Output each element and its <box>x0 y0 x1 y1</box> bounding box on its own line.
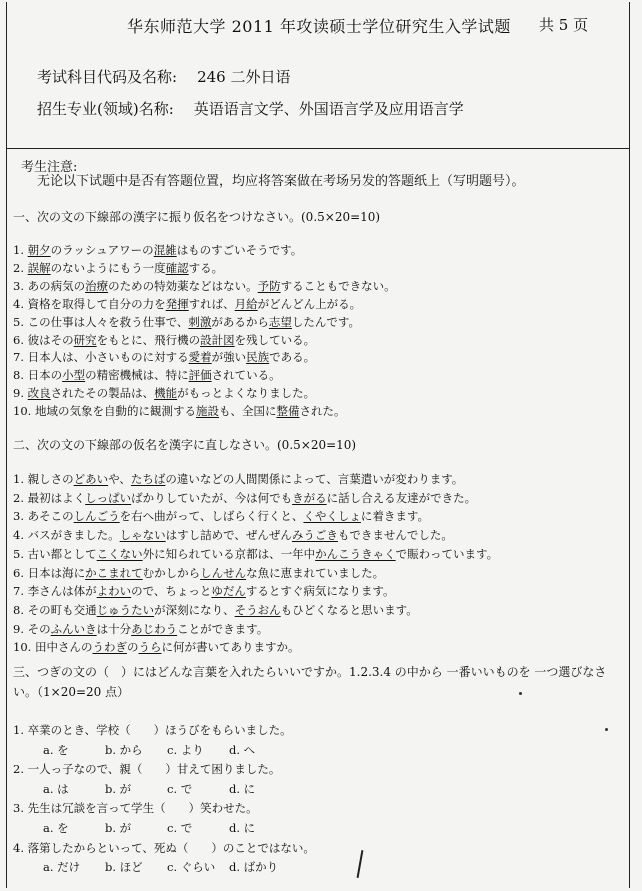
option: a. は <box>43 781 69 796</box>
sentence-text: がどんどん上がる。 <box>257 296 362 311</box>
sentence-text: 3. あの病気の <box>13 278 86 293</box>
section2-item <box>13 507 498 526</box>
underlined-term: うわぎ <box>92 640 127 655</box>
exam-title: 华东师范大学 2011 年攻读硕士学位研究生入学试题 <box>127 17 511 36</box>
sentence-text: されている。 <box>211 368 281 383</box>
sentence-text: はすし詰めで、ぜんぜん <box>165 528 292 543</box>
sentence-text: が強い <box>211 350 247 365</box>
pen-stroke-mark <box>357 850 363 878</box>
option: d. へ <box>229 742 256 757</box>
section1-item <box>13 278 396 296</box>
option: a. を <box>43 820 69 835</box>
sentence-text: をもとに、飛行機の <box>96 332 201 347</box>
underlined-term: よわい <box>96 584 132 599</box>
sentence-text: 1. 親しさの <box>13 472 74 486</box>
underlined-term: 設計図 <box>200 332 235 347</box>
underlined-term: しっぱい <box>85 490 132 505</box>
underlined-term: かんこうきゃく <box>315 546 396 561</box>
sentence-text: ことができます。 <box>177 621 269 636</box>
sentence-text: もできませんでした。 <box>337 528 453 543</box>
sentence-text: はものすごいそうです。 <box>176 243 303 257</box>
underlined-term: 確認 <box>165 260 189 275</box>
sentence-text: 外に知られている京都は、一年中 <box>142 546 316 561</box>
underlined-term: 整備 <box>276 404 300 419</box>
underlined-term: 刺激 <box>188 314 212 329</box>
underlined-term: 愛着 <box>188 350 212 365</box>
sentence-text: に何が書いてありますか。 <box>161 640 300 655</box>
section1-list <box>13 242 396 421</box>
underlined-term: そうおん <box>234 602 281 617</box>
sentence-text: 6. 日本は海に <box>13 565 86 580</box>
sentence-text: も、全国に <box>218 404 277 419</box>
sentence-text: のないようにもう一度 <box>50 260 166 275</box>
section1-item <box>13 349 396 367</box>
underlined-term: こくない <box>96 546 143 561</box>
underlined-term: 発揮 <box>165 296 189 311</box>
sentence-text: で賑わっています。 <box>395 546 499 561</box>
sentence-text: のラッシュアワーの <box>50 243 154 257</box>
sentence-text: 7. 李さんは体が <box>13 584 97 599</box>
sentence-text: に着きます。 <box>360 509 430 524</box>
notice-heading: 考生注意: <box>21 160 78 175</box>
option: c. より <box>167 742 204 757</box>
sentence-text: 1. <box>13 243 28 257</box>
sentence-text: 10. 田中さんの <box>13 640 93 655</box>
notice-text: 无论以下试题中是否有答题位置，均应将答案做在考场另发的答题纸上（写明题号）。 <box>37 174 525 189</box>
sentence-text: は十分 <box>96 621 132 636</box>
underlined-term: 朝夕 <box>27 243 51 257</box>
underlined-term: 治療 <box>85 278 109 293</box>
sentence-text: ので、ちょっと <box>131 584 212 599</box>
underlined-term: 機能 <box>154 386 178 401</box>
question-text: 3. 先生は冗談を言って学生（ ）笑わせた。 <box>13 801 258 816</box>
underlined-term: かこまれて <box>85 565 143 580</box>
section3-list <box>13 721 315 878</box>
sentence-text: 9. その <box>13 621 51 636</box>
section2-item <box>13 545 498 564</box>
sentence-text: 2. 最初はよく <box>13 490 86 505</box>
underlined-term: 混雑 <box>153 243 177 257</box>
sentence-text: の <box>126 640 139 655</box>
option: b. ほど <box>105 860 143 875</box>
sentence-text: 10. 地域の気象を自動的に観測する <box>13 404 196 419</box>
subject-label: 考试科目代码及名称: <box>37 68 178 86</box>
sentence-text: に話し合える友達ができた。 <box>326 490 477 505</box>
section2-item <box>13 638 498 657</box>
sentence-text: された。 <box>299 404 346 419</box>
sentence-text: 4. 資格を取得して自分の力を <box>13 296 166 311</box>
option: c. で <box>167 820 193 835</box>
option: c. で <box>167 781 193 796</box>
section1-heading: 一、次の文の下線部の漢字に振り仮名をつけなさい。(0.5×20=10) <box>13 210 381 224</box>
underlined-term: 予防 <box>257 278 281 293</box>
sentence-text: すれば、 <box>188 296 235 311</box>
question-options <box>13 819 315 839</box>
underlined-term: きがる <box>292 490 327 505</box>
section1-item <box>13 332 396 350</box>
underlined-term: ふんいき <box>50 621 97 636</box>
underlined-term: しんごう <box>73 509 120 524</box>
sentence-text: や、 <box>108 472 131 486</box>
section2-heading: 二、次の文の下線部の仮名を漢字に直しなさい。(0.5×20=10) <box>13 438 357 452</box>
question-text: 4. 落第したからといって、死ぬ（ ）のことではない。 <box>13 840 315 855</box>
section2-item <box>13 526 498 545</box>
sentence-text: 5. この仕事は人々を救う仕事で、 <box>13 314 189 329</box>
sentence-text: の違いなどの人間関係によって、言葉遣いが変わります。 <box>165 472 464 486</box>
underlined-term: じゅうたい <box>96 602 155 617</box>
option: d. ばかり <box>229 860 279 875</box>
exam-header <box>7 2 629 149</box>
section2-item <box>13 620 498 639</box>
section1-item <box>13 296 396 314</box>
sentence-text: 2. <box>13 260 28 275</box>
question-text: 2. 一人っ子なので、親（ ）甘えて困りました。 <box>13 762 281 777</box>
sentence-text: する。 <box>188 260 224 275</box>
major-label: 招生专业(领域)名称: <box>37 100 174 118</box>
section2-list <box>13 470 498 657</box>
question-options <box>13 741 315 761</box>
question-options <box>13 780 315 800</box>
underlined-term: 施設 <box>195 404 219 419</box>
question-text: 1. 卒業のとき、学校（ ）ほうびをもらいました。 <box>13 723 292 737</box>
option: b. から <box>105 742 143 757</box>
sentence-text: 8. その町も交通 <box>13 602 97 617</box>
option: b. が <box>105 820 132 835</box>
underlined-term: 志望 <box>268 314 292 329</box>
page-count: 共 5 页 <box>539 16 589 34</box>
sentence-text: がもっとよくなりました。 <box>177 386 316 401</box>
sentence-text: が深刻になり、 <box>154 602 235 617</box>
sentence-text: のための特効薬などはない。 <box>108 278 258 293</box>
section2-item <box>13 601 498 620</box>
sentence-text: 7. 日本人は、小さいものに対する <box>13 350 189 365</box>
section2-item <box>13 470 498 489</box>
underlined-term: しんせん <box>200 565 247 580</box>
sentence-text: ばかりしていたが、今は何でも <box>131 490 293 505</box>
section1-item <box>13 403 396 421</box>
ink-dot <box>519 692 522 695</box>
underlined-term: 誤解 <box>27 260 51 275</box>
sentence-text: もひどくなると思います。 <box>280 602 418 617</box>
section1-item <box>13 242 396 260</box>
underlined-term: 民族 <box>246 350 270 365</box>
underlined-term: どあい <box>73 472 109 486</box>
sentence-text: 4. バスがきました。 <box>13 528 120 543</box>
sentence-text: するとすぐ病気になります。 <box>245 584 395 599</box>
subject-value: 246 二外日语 <box>197 68 291 86</box>
section1-item <box>13 260 396 278</box>
section2-item <box>13 582 498 601</box>
major-line <box>37 98 464 119</box>
option: a. を <box>43 742 69 757</box>
underlined-term: くやくしょ <box>303 509 361 524</box>
section1-item <box>13 385 396 403</box>
sentence-text: 3. あそこの <box>13 509 74 524</box>
major-value: 英语语言文学、外国语言学及应用语言学 <box>193 100 464 118</box>
question-options <box>13 858 315 878</box>
sentence-text: したんです。 <box>291 314 360 329</box>
section3-heading: 三、つぎの文の（ ）にはどんな言葉を入れたらいいですか。1.2.3.4 の中から 一番いいものを 一つ選びなさい。（1×20=20 点） <box>13 665 607 699</box>
underlined-term: 月給 <box>234 296 258 311</box>
underlined-term: あじわう <box>131 621 178 636</box>
sentence-text: があるから <box>211 314 269 329</box>
section1-item <box>13 314 396 332</box>
sentence-text: されたその製品は、 <box>50 386 155 401</box>
underlined-term: うら <box>138 640 162 655</box>
section2-item <box>13 489 498 508</box>
underlined-term: 小型 <box>62 368 86 383</box>
option: d. に <box>229 820 256 835</box>
sentence-text: 6. 彼はその <box>13 332 74 347</box>
sentence-text: むかしから <box>142 565 201 580</box>
section1-item <box>13 367 396 385</box>
underlined-term: みうごき <box>291 528 338 543</box>
sentence-text: 5. 古い都として <box>13 546 97 561</box>
sentence-text: 8. 日本の <box>13 368 63 383</box>
sentence-text: である。 <box>269 350 316 365</box>
sentence-text: な魚に恵まれていました。 <box>246 565 385 580</box>
option: d. に <box>229 781 256 796</box>
underlined-term: しゃない <box>119 528 166 543</box>
option: b. が <box>105 781 132 796</box>
underlined-term: 評価 <box>188 368 212 383</box>
sentence-text: を右へ曲がって、しばらく行くと、 <box>119 509 304 524</box>
section2-item <box>13 564 498 583</box>
ink-dot <box>605 728 608 731</box>
sentence-text: を残している。 <box>234 332 316 347</box>
underlined-term: たちば <box>130 472 166 486</box>
option: c. ぐらい <box>167 860 216 875</box>
subject-line <box>37 66 290 87</box>
sentence-text: 9. <box>13 386 28 401</box>
underlined-term: 改良 <box>27 386 51 401</box>
option: a. だけ <box>43 860 81 875</box>
underlined-term: 研究 <box>73 332 97 347</box>
underlined-term: ゆだん <box>211 584 246 599</box>
sentence-text: することもできない。 <box>280 278 396 293</box>
exam-page <box>6 2 630 888</box>
sentence-text: の精密機械は、特に <box>85 368 189 383</box>
